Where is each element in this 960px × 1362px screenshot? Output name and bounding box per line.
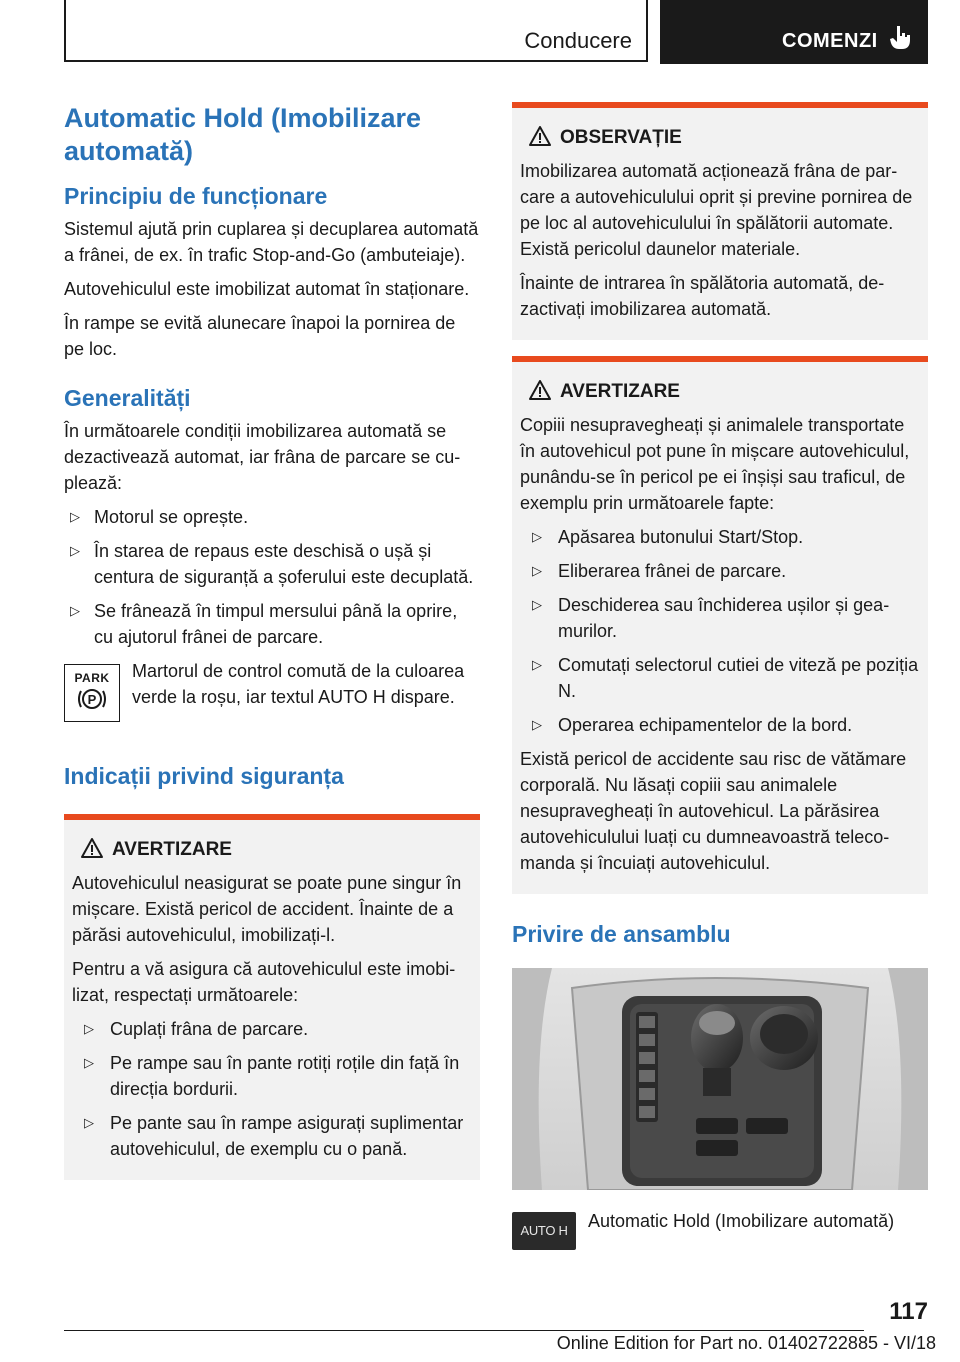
note-paragraph: Imobilizarea automată acționează frâna de parcare a autovehiculului oprit și previne pornirea de pe loc al autovehiculului în spălătorii automate. Există pericolul daunelor materiale. [520,161,913,259]
list-item: ▷ Cuplați frâna de parcare. [72,1016,472,1042]
footer-divider [64,1330,864,1331]
principle-paragraph: Sistemul ajută prin cuplarea și decuplarea automată a frânei, de ex. în trafic Stop-and-Go (ambuteiaje). [64,219,479,265]
warning-paragraph: Autovehiculul neasigurat se poate pune singur în mișcare. Există pericol de accident. Înainte de a părăsi autovehiculul, imobilizați-l. [72,873,462,945]
triangle-bullet-icon: ▷ [532,717,542,732]
principle-paragraph: În rampe se evită alunecare înapoi la pornirea de pe loc. [64,313,456,359]
triangle-bullet-icon: ▷ [84,1055,94,1070]
park-label: PARK [74,671,110,685]
general-heading: Generalități [64,385,191,411]
center-console-photo [512,968,928,1190]
park-symbol-icon [77,685,107,713]
section-tab [64,0,648,62]
list-item: ▷ Apăsarea butonului Start/Stop. [520,524,920,550]
list-item: ▷ Comutați selectorul cutiei de viteză pe poziția N. [520,652,920,704]
list-item: ▷ În starea de repaus este deschisă o ușă și centura de siguranță a șoferului este decuplată. [64,538,480,590]
warning-triangle-icon [528,379,552,401]
triangle-bullet-icon: ▷ [532,597,542,612]
warning-paragraph: Pentru a vă asigura că autovehiculul este imobilizat, respectați următoarele: [72,959,456,1005]
list-item: ▷ Eliberarea frânei de parcare. [520,558,920,584]
list-item: ▷ Se frânează în timpul mersului până la oprire, cu ajutorul frânei de parcare. [64,598,480,650]
triangle-bullet-icon: ▷ [70,603,80,618]
general-list [64,504,480,650]
caption-row [512,1208,928,1258]
note-title: OBSERVAȚIE [520,126,920,150]
principle-paragraph: Autovehiculul este imobilizat automat în staționare. [64,279,470,299]
triangle-bullet-icon: ▷ [532,563,542,578]
triangle-bullet-icon: ▷ [532,657,542,672]
warning-title: AVERTIZARE [520,380,920,404]
list-item: ▷ Pe rampe sau în pante rotiți roțile din față în direcția bordurii. [72,1050,472,1102]
hand-pointer-icon [888,24,914,52]
park-description: Martorul de control comută de la culoarea verde la roșu, iar textul AUTO H dispare. [132,661,465,707]
warning-title: AVERTIZARE [72,838,472,862]
warning-paragraph: Există pericol de accidente sau risc de vătămare corporală. Nu lăsați copiii sau animalele nesupravegheați în autovehicul. La părăsirea autovehiculului luați cu dumneavoastră telecomanda și încuiați autovehiculul. [520,749,907,873]
safety-heading: Indicații privind siguranța [64,763,344,789]
list-item: ▷ Pe pante sau în rampe asigurați suplimentar autovehiculul, de exemplu cu o pană. [72,1110,472,1162]
list-item: ▷ Operarea echipamentelor de la bord. [520,712,920,738]
warning-paragraph: Copiii nesupravegheați și animalele transportate în autovehicul pot pune în mișcare autovehiculul, punându-se în pericol pe ei înșiși sau traficul, de exemplu prin următoarele fapte: [520,415,910,513]
auto-h-button-icon: AUTO H [512,1212,576,1250]
note-box [512,102,928,340]
caption-text: Automatic Hold (Imobilizare automată) [588,1211,895,1231]
list-item: ▷ Motorul se oprește. [64,504,480,530]
park-indicator-row [64,658,480,738]
page-title: Automatic Hold (Imobilizare automată) [64,103,422,166]
park-brake-icon [64,664,120,722]
note-paragraph: Înainte de intrarea în spălătoria automată, dezactivați imobilizarea automată. [520,273,885,319]
warning-list [72,1016,472,1162]
chapter-title: COMENZI [782,30,878,52]
svg-text:P: P [87,692,97,707]
page-number: 117 [889,1298,928,1325]
left-column [64,102,480,1180]
page-header [64,0,928,64]
list-item: ▷ Deschiderea sau închiderea ușilor și geamurilor. [520,592,920,644]
general-intro: În următoarele condiții imobilizarea automată se dezactivează automat, iar frâna de parcare se cuplează: [64,421,461,493]
triangle-bullet-icon: ▷ [70,543,80,558]
warning-list [520,524,920,738]
triangle-bullet-icon: ▷ [84,1115,94,1130]
warning-triangle-icon [528,125,552,147]
chapter-tab [660,0,928,64]
edition-footer: Online Edition for Part no. 01402722885 - VI/18 [556,1333,936,1353]
triangle-bullet-icon: ▷ [70,509,80,524]
warning-box [64,814,480,1180]
principle-heading: Principiu de funcționare [64,183,328,209]
console-illustration [512,968,928,1190]
triangle-bullet-icon: ▷ [532,529,542,544]
warning-triangle-icon [80,837,104,859]
warning-box [512,356,928,894]
triangle-bullet-icon: ▷ [84,1021,94,1036]
section-title: Conducere [524,28,632,53]
right-column [512,102,928,1258]
overview-heading: Privire de ansamblu [512,921,731,947]
